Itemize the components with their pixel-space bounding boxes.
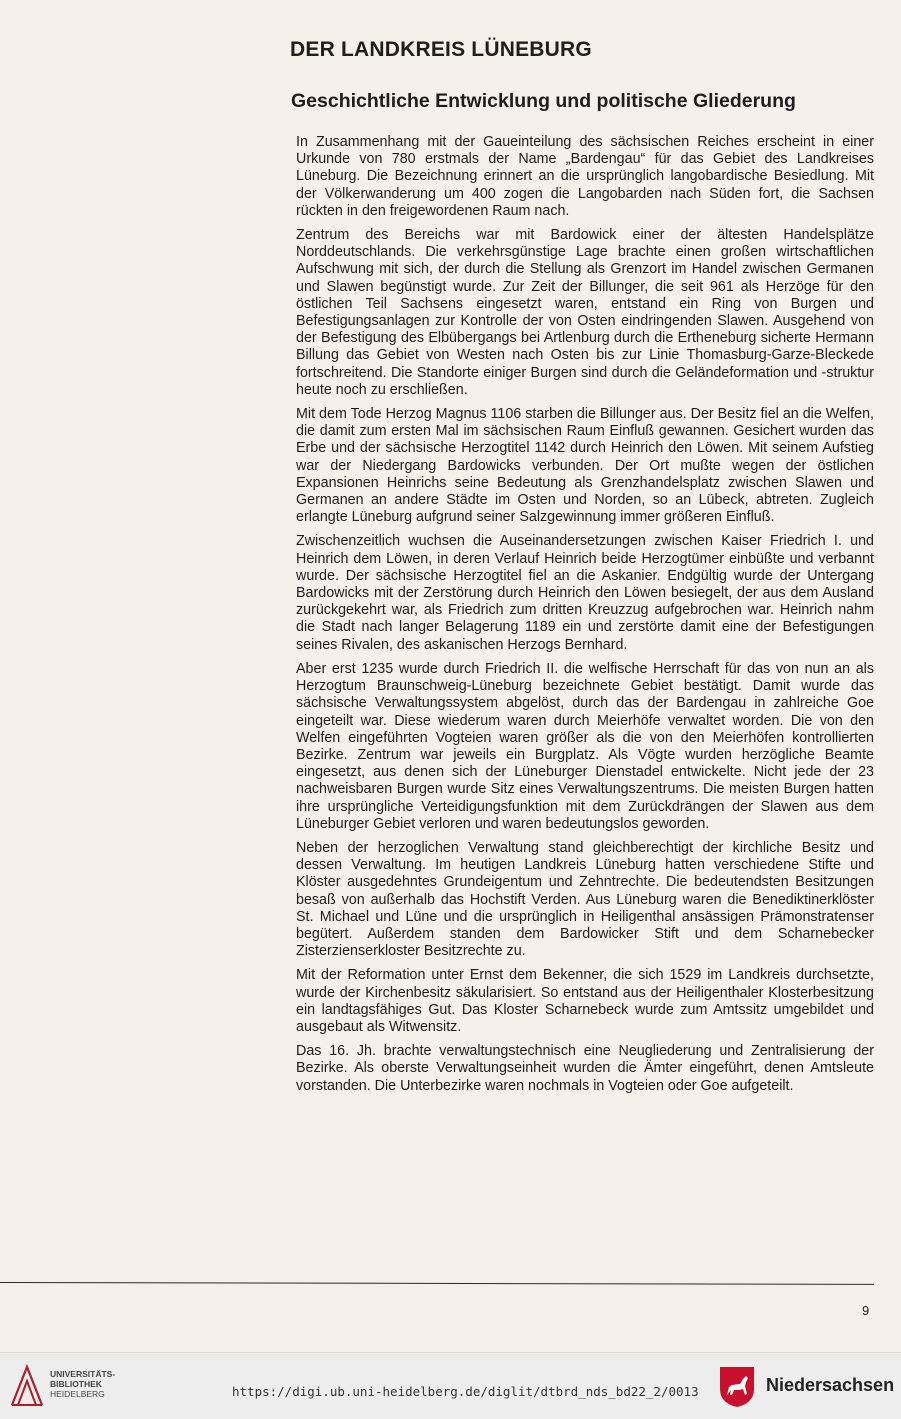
paragraph: Zwischenzeitlich wuchsen die Auseinandersetzungen zwischen Kaiser Friedrich I. und Heinrich dem Löwen, in deren Verlauf Heinrich beide Herzogtümer einbüßte und verbannt wurde. Der sächsische Herzogtitel fiel an die Askanier. Endgültig wurde der Untergang Bardowicks mit der Zerstörung durch Heinrich den Löwen besiegelt, der aus dem Ausland zurückgekehrt war, als Friedrich zum dritten Kreuzzug aufgebrochen war. Heinrich nahm die Stadt nach langer Belagerung 1189 ein und zerstörte damit eine der Befestigungen seines Rivalen, des askanischen Herzogs Bernhard. (296, 533, 874, 653)
university-library-logo-icon[interactable] (10, 1363, 44, 1407)
paragraph: Neben der herzoglichen Verwaltung stand gleichberechtigt der kirchliche Besitz und dessen Verwaltung. Im heutigen Landkreis Lüneburg hatten verschiedene Stifte und Klöster ausgedehntes Grundeigentum und Zehntrechte. Die bedeutendsten Besitzungen besaß von außerhalb das Hochstift Verden. Aus Lüneburg waren die Benediktinerklöster St. Michael und Lüne und die ursprünglich in Heiligenthal ansässigen Prämonstratenser begütert. Außerdem standen dem Bardowicker Stift und dem Scharnebecker Zisterzienserkloster Besitzrechte zu. (296, 839, 874, 960)
section-title: Geschichtliche Entwicklung und politische Gliederung (291, 90, 796, 112)
paragraph: In Zusammenhang mit der Gaueinteilung des sächsischen Reiches erscheint in einer Urkunde von 780 erstmals der Name „Bardengau“ für das Gebiet des Landkreises Lüneburg. Die Bezeichnung erinnert an die ursprünglich langobardische Besiedlung. Mit der Völkerwanderung um 400 zogen die Langobarden nach Süden fort, die Sachsen rückten in den freigewordenen Raum nach. (296, 134, 874, 219)
viewer-footer (0, 1352, 901, 1419)
document-title: DER LANDKREIS LÜNEBURG (290, 38, 592, 61)
page-number: 9 (862, 1303, 870, 1318)
footer-rule (0, 1282, 874, 1285)
library-line: BIBLIOTHEK (50, 1379, 102, 1389)
body-text (296, 134, 874, 1102)
state-name[interactable]: Niedersachsen (766, 1375, 895, 1395)
library-name[interactable] (50, 1369, 115, 1399)
permalink-url[interactable]: https://digi.ub.uni-heidelberg.de/diglit/dtbrd_nds_bd22_2/0013 (232, 1384, 699, 1399)
paragraph: Mit der Reformation unter Ernst dem Bekenner, die sich 1529 im Landkreis durchsetzte, wurde der Kirchenbesitz säkularisiert. So entstand aus der Heiligenthaler Klosterbesitzung ein landtagsfähiges Gut. Das Kloster Scharnebeck wurde zum Amtssitz umgebildet und ausgebaut als Witwensitz. (296, 967, 874, 1035)
paragraph: Das 16. Jh. brachte verwaltungstechnisch eine Neugliederung und Zentralisierung der Bezirke. Als oberste Verwaltungseinheit wurden die Ämter eingeführt, denen Amtsleute vorstanden. Die Unterbezirke waren nochmals in Vogteien oder Goe aufgeteilt. (296, 1043, 874, 1094)
paragraph: Mit dem Tode Herzog Magnus 1106 starben die Billunger aus. Der Besitz fiel an die Welfen, die damit zum ersten Mal im sächsischen Raum Einfluß gewannen. Gesichert wurden das Erbe und der sächsische Herzogtitel 1142 durch Heinrich den Löwen. Mit seinem Aufstieg war der Niedergang Bardowicks verbunden. Der Ort mußte wegen der östlichen Expansionen Heinrichs seine Bedeutung als Grenzhandelsplatz zwischen Slawen und Germanen an andere Städte im Osten und Norden, so an Lübeck, abtreten. Zugleich erlangte Lüneburg aufgrund seiner Salzgewinnung immer größeren Einfluß. (296, 406, 874, 526)
niedersachsen-horse-shield-icon[interactable] (718, 1365, 756, 1409)
paragraph: Zentrum des Bereichs war mit Bardowick einer der ältesten Handelsplätze Norddeutschlands. Die verkehrsgünstige Lage brachte einen großen wirtschaftlichen Aufschwung mit sich, der durch die Stellung als Grenzort im Handel zwischen Germanen und Slawen begünstigt wurde. Zur Zeit der Billunger, die seit 961 als Herzöge für den östlichen Teil Sachsens eingesetzt waren, entstand ein Ring von Burgen und Befestigungsanlagen zur Kontrolle der von Osten eindringenden Slawen. Ausgehend von der Befestigung des Elbübergangs bei Artlenburg durch die Ertheneburg sicherte Hermann Billung das Gebiet von Westen nach Osten bis zur Linie Thomasburg-Garze-Bleckede fortschreitend. Die Standorte einiger Burgen sind durch die Geländeformation und -struktur heute noch zu erschließen. (296, 227, 874, 398)
paragraph: Aber erst 1235 wurde durch Friedrich II. die welfische Herrschaft für das von nun an als Herzogtum Braunschweig-Lüneburg bezeichnete Gebiet bestätigt. Damit wurde das sächsische Verwaltungssystem abgelöst, durch das der Bardengau in zahlreiche Goe eingeteilt war. Diese wiederum waren durch Meierhöfe verwaltet worden. Die von den Welfen eingeführten Vogteien waren größer als die von den Meierhöfen kontrollierten Bezirke. Zentrum war jeweils ein Burgplatz. Als Vögte wurden herzögliche Beamte eingesetzt, aus denen sich der Lüneburger Dienstadel entwickelte. Nicht jede der 23 nachweisbaren Burgen wurde Sitz eines Verwaltungszentrums. Die meisten Burgen hatten ihre ursprüngliche Verteidigungsfunktion mit dem Zurückdrängen der Slawen aus dem Lüneburger Gebiet verloren und waren bedeutungslos geworden. (296, 660, 874, 832)
library-line: UNIVERSITÄTS- (50, 1369, 116, 1379)
library-line: HEIDELBERG (50, 1389, 105, 1399)
